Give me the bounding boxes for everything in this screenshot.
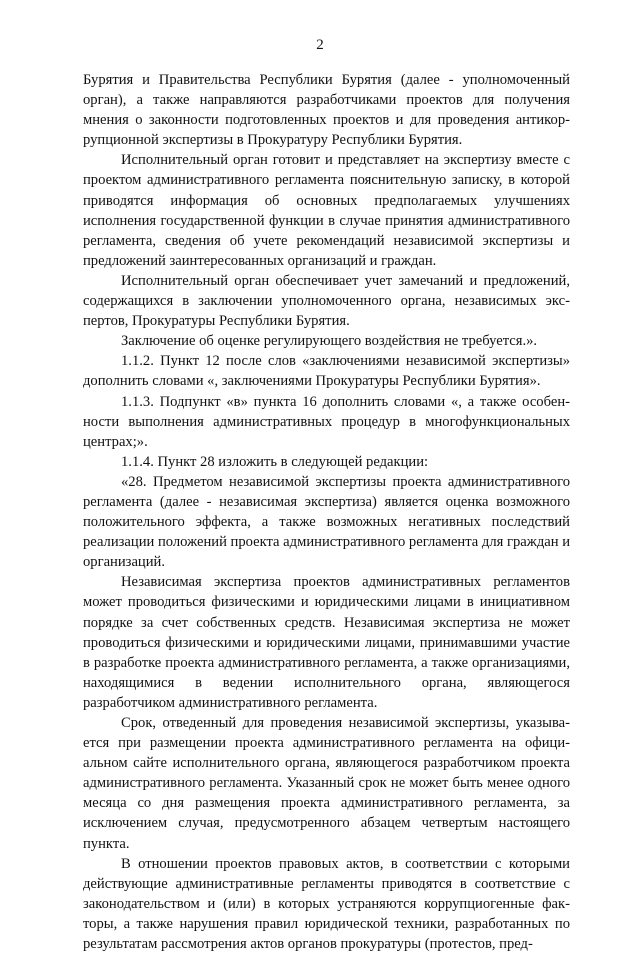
page-number: 2 bbox=[316, 37, 324, 53]
paragraph: Независимая экспертиза проектов административных регламентов может проводиться физическими и юридическими лицами в инициативном порядке за счет собственных средств. Независимая экспертиза не может проводиться физическими и юридическими лицами, принимавшими участие в разработке проекта административного регламента, а также организациями, находящимися в ведении исполнительного органа, являющегося разработчиком административного регламента. bbox=[83, 574, 570, 711]
paragraph: 1.1.2. Пункт 12 после слов «заключениями независимой экспертизы» дополнить словами «, заключениями Прокуратуры Республики Бурятия». bbox=[83, 353, 570, 390]
paragraph: Срок, отведенный для проведения независимой экспертизы, указывается при размещении проекта административного регламента на официальном сайте исполнительного органа, являющегося разработчиком проекта административного регламента. Указанный срок не может быть менее одного месяца со дня размещения проекта административного регламента, за исключением случая, предусмотренного абзацем четвертым настоящего пункта. bbox=[83, 715, 570, 852]
paragraph: Исполнительный орган готовит и представляет на экспертизу вместе с проектом административного регламента пояснительную записку, в которой приводятся информация об основных предполагаемых улучшениях исполнения государственной функции в случае принятия административного регламента, сведения об учете рекомендаций независимой экспертизы и предложений заинтересованных организаций и граждан. bbox=[83, 152, 570, 269]
paragraph: 1.1.3. Подпункт «в» пункта 16 дополнить словами «, а также особенности выполнения административных процедур в многофункциональных центрах;». bbox=[83, 393, 570, 450]
paragraph: Заключение об оценке регулирующего воздействия не требуется.». bbox=[121, 333, 538, 350]
paragraph: Бурятия и Правительства Республики Бурятия (далее - уполномоченный орган), а также направляются разработчиками проектов для получения мнения о законности подготовленных проектов и для проведения антикоррупционной экспертизы в Прокуратуру Республики Бурятия. bbox=[83, 72, 570, 149]
paragraph: «28. Предметом независимой экспертизы проекта административного регламента (далее - независимая экспертиза) является оценка возможного положительного эффекта, а также возможных негативных последствий реализации положений проекта административного регламента для граждан и организаций. bbox=[83, 473, 571, 571]
paragraph: 1.1.4. Пункт 28 изложить в следующей редакции: bbox=[121, 453, 429, 470]
paragraph: В отношении проектов правовых актов, в соответствии с которыми действующие административные регламенты приводятся в соответствие с законодательством и (или) в которых устраняются коррупциогенные факторы, а также нарушения правил юридической техники, разработанных по результатам рассмотрения актов органов прокуратуры (протестов, пред- bbox=[83, 855, 570, 953]
paragraph: Исполнительный орган обеспечивает учет замечаний и предложений, содержащихся в заключении уполномоченного органа, независимых экспертов, Прокуратуры Республики Бурятия. bbox=[83, 272, 570, 330]
body-text bbox=[83, 70, 570, 954]
